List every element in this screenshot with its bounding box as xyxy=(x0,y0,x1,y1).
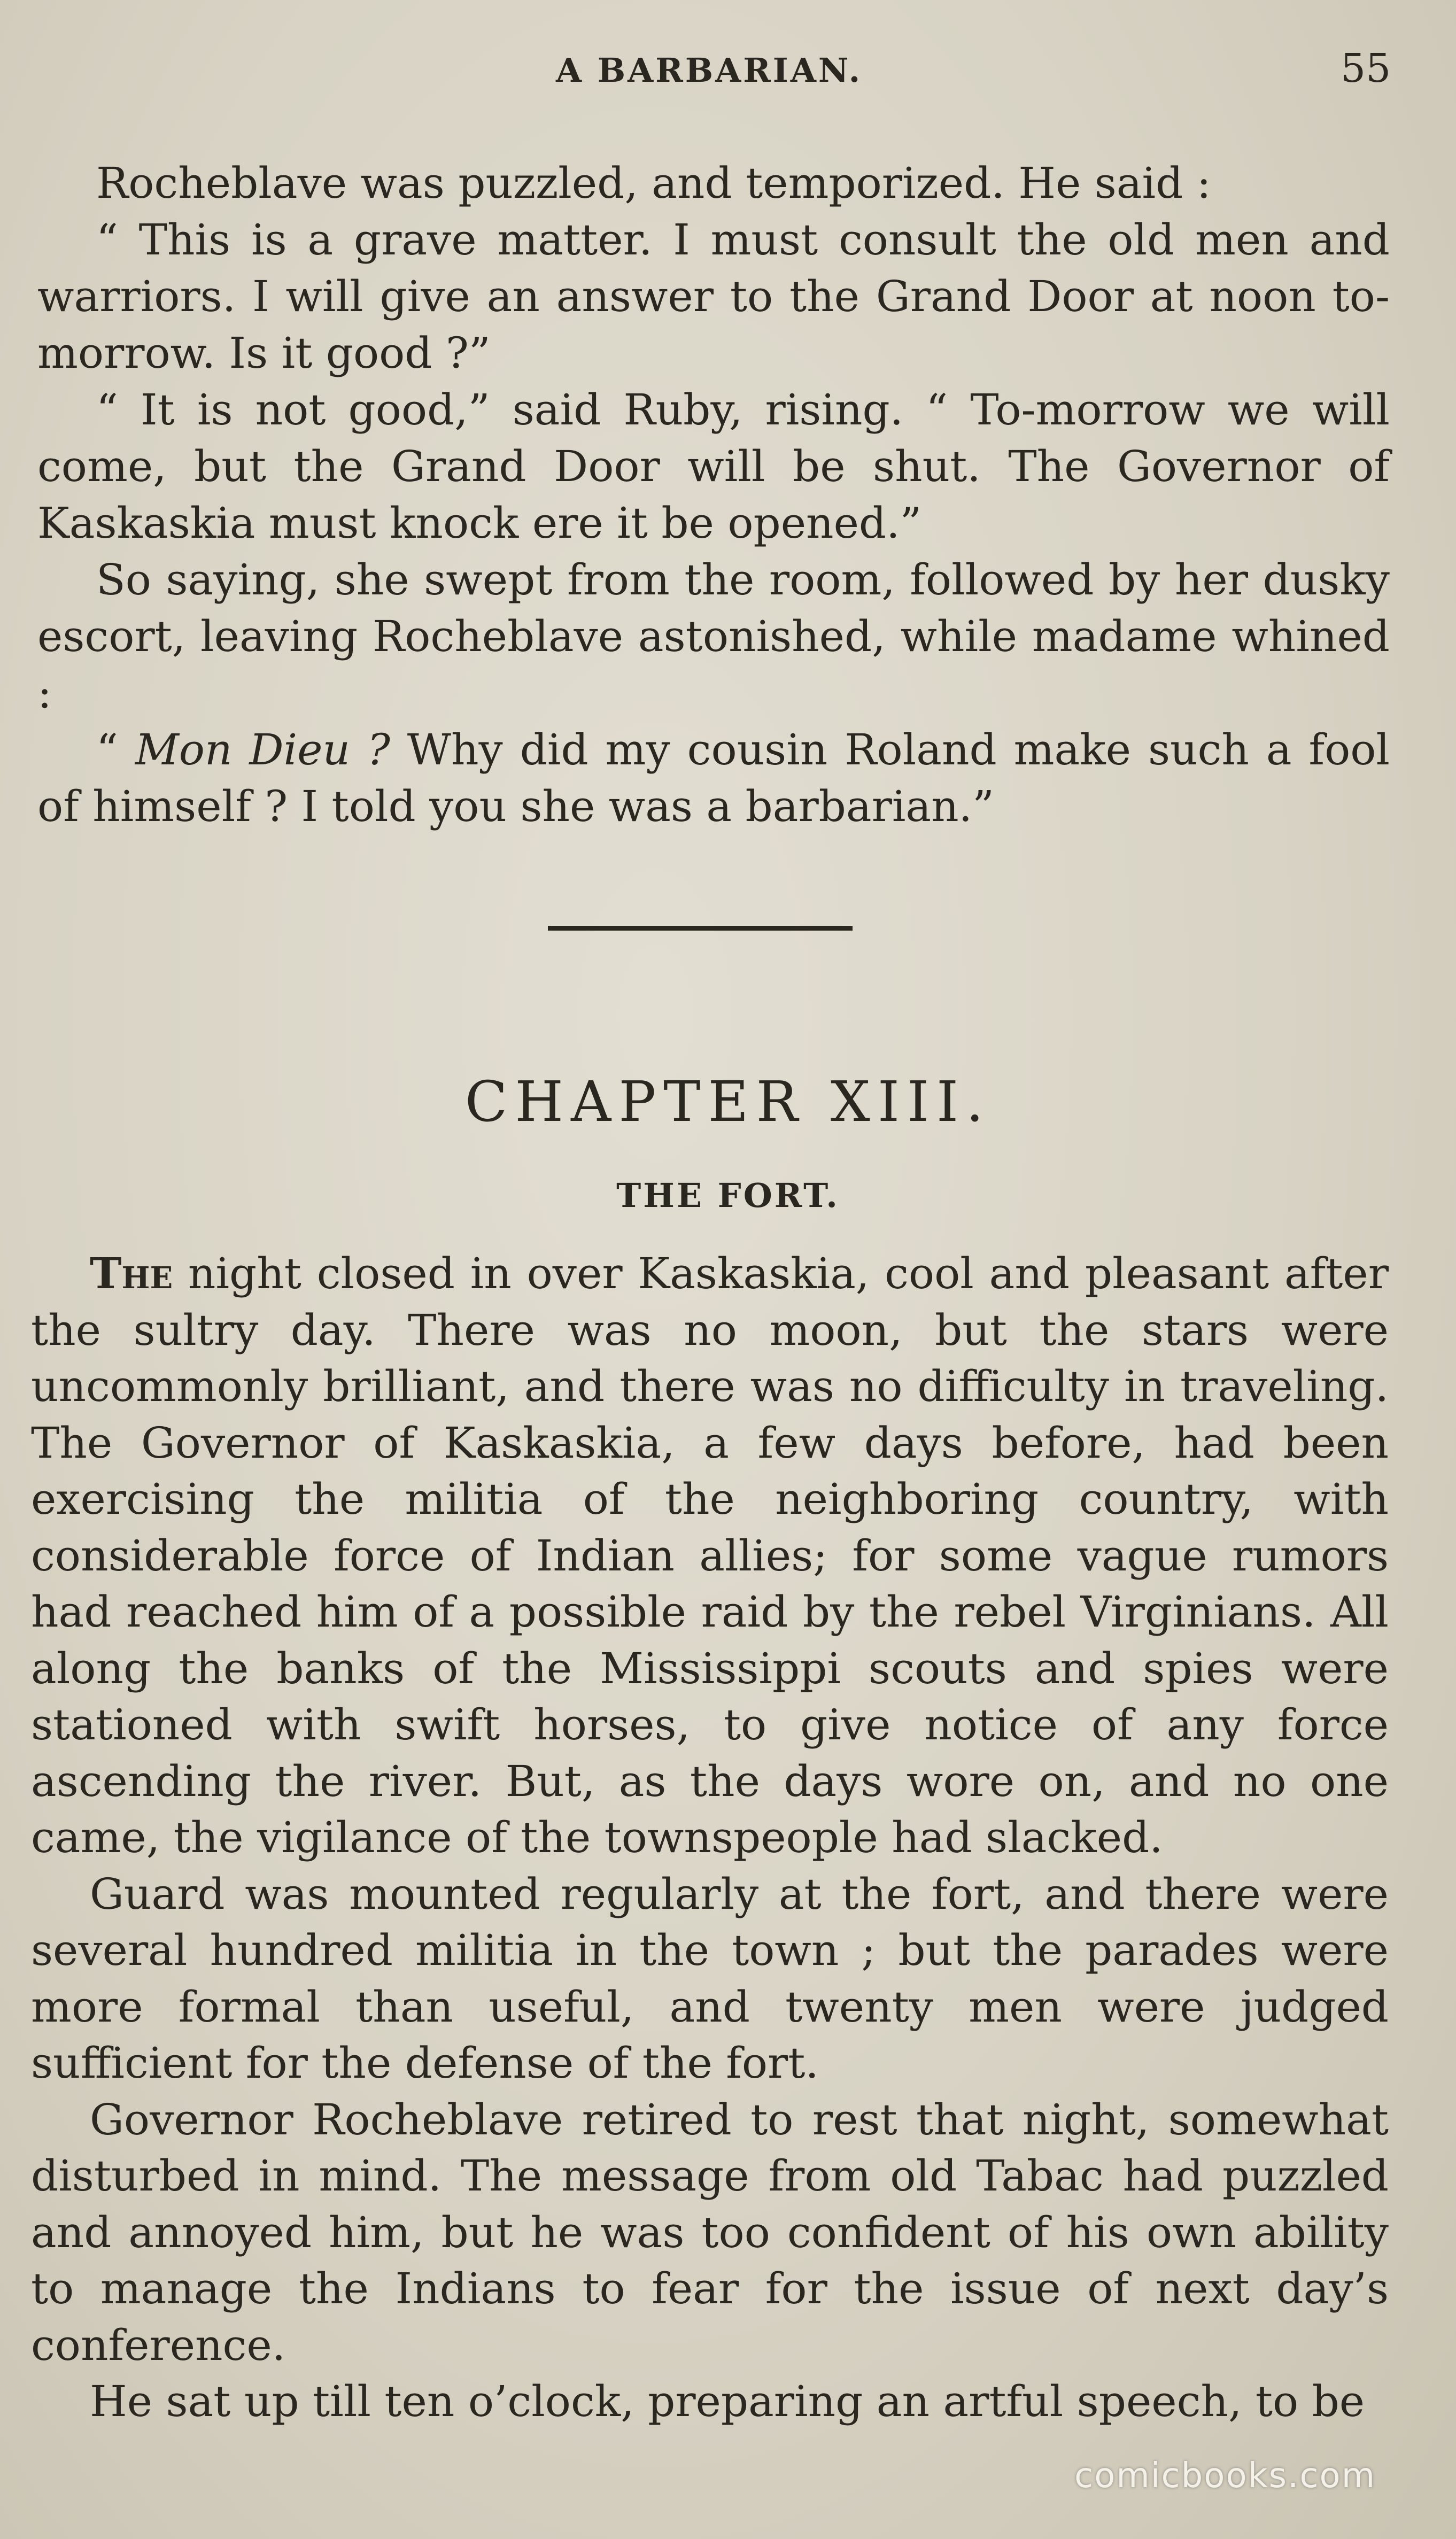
italic-phrase: Mon Dieu ? xyxy=(135,725,390,775)
paragraph: So saying, she swept from the room, followed by her dusky escort, leaving Rocheblave astonished, while madame whined : xyxy=(37,555,1390,718)
paragraph-rest: night closed in over Kaskaskia, cool and pleasant after the sultry day. There was no moon, but the stars were uncommonly brilliant, and there was no difficulty in traveling. The Governor of Kaskaskia, a few days before, had been exercising the militia of the neighboring country, with considerable force of Indian allies; for some vague rumors had reached him of a possible raid by the rebel Virginians. All along the banks of the Mississippi scouts and spies were stationed with swift horses, to give notice of any force ascending the river. But, as the days wore on, and no one came, the vigilance of the townspeople had slacked. xyxy=(31,1249,1389,1862)
section-divider xyxy=(548,926,853,931)
paragraph xyxy=(37,722,1390,835)
paragraph: “ It is not good,” said Ruby, rising. “ To-morrow we will come, but the Grand Door will be shut. The Governor of Kaskaskia must knock ere it be opened.” xyxy=(37,385,1390,548)
open-quote: “ xyxy=(96,725,135,775)
page-number: 55 xyxy=(1341,45,1391,91)
chapter-subtitle: THE FORT. xyxy=(616,1176,840,1215)
chapter-text-block xyxy=(31,1245,1389,2430)
running-head: A BARBARIAN. xyxy=(556,51,863,90)
top-text-block xyxy=(37,155,1390,835)
chapter-heading: CHAPTER XIII. xyxy=(464,1069,992,1134)
page-header xyxy=(0,45,1456,104)
paragraph: Rocheblave was puzzled, and temporized. He said : xyxy=(96,158,1211,208)
paragraph: He sat up till ten o’clock, preparing an artful speech, to be xyxy=(90,2377,1365,2426)
paragraph: Governor Rocheblave retired to rest that night, somewhat disturbed in mind. The message from old Tabac had puzzled and annoyed him, but he was too confident of his own ability to manage the Indians to fear for the issue of next day’s conference. xyxy=(31,2094,1389,2370)
paragraph xyxy=(31,1245,1389,1866)
paragraph: Guard was mounted regularly at the fort, and there were several hundred militia in the town ; but the parades were more formal than useful, and twenty men were judged sufficient for the defense of the fort. xyxy=(31,1869,1389,2088)
lead-word: The xyxy=(90,1248,173,1298)
paragraph: “ This is a grave matter. I must consult the old men and warriors. I will give an answer to the Grand Door at noon to-morrow. Is it good ?” xyxy=(37,215,1390,378)
paragraph-rest: Why did my cousin Roland make such a fool of himself ? I told you she was a barbarian.” xyxy=(37,725,1390,831)
watermark: comicbooks.com xyxy=(1074,2456,1376,2496)
